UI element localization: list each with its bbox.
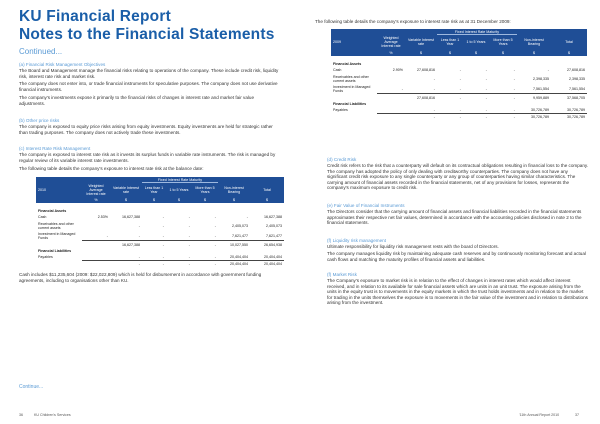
section-financial-assets: Financial Assets: [333, 61, 362, 66]
cell: -: [214, 215, 216, 220]
cell: [377, 74, 405, 84]
cell: -: [162, 223, 164, 228]
col-total: Total: [551, 35, 587, 50]
section-g-paragraph: The Company's exposure to market risk is in relation to the effect of changes in interest rates which would affect interest received, and in relation to its available for sale financial assets which are units in an unit trust. The exposure arising from the units in the equity trust is to movements in the equity markets in which the trust holds investments and in relation to the market for trading in the units themselves the exposure is to movements in the fair value of the investment and in relation to distributions arising from the investment.: [327, 278, 588, 306]
table-row: [36, 253, 284, 260]
unit-dollar: $: [218, 197, 250, 203]
section-c-paragraph-2: The following table details the company's exposure to interest rate risk at the balance date:: [19, 166, 204, 171]
cell: 27,608,816: [417, 68, 435, 73]
section-f-paragraph-1: Ultimate responsibility for liquidity risk management rests with the board of Directors.: [327, 244, 499, 249]
row-label: Investment in Managed Funds: [333, 84, 371, 93]
cell: -: [138, 223, 140, 228]
section-a-paragraph-2: The company does not enter into, or trade financial instruments for speculative purposes. The company does not use derivative financial instruments.: [19, 81, 278, 92]
cell: -: [188, 223, 190, 228]
cell: 20,404,404: [230, 254, 248, 259]
cell: -: [188, 215, 190, 220]
row-label: Receivables and other current assets: [333, 74, 369, 83]
continued-subtitle: Continued...: [19, 47, 63, 56]
table-row: [331, 84, 587, 94]
table-row: [331, 74, 587, 84]
col-1-to-5: 1 to 5 Years: [166, 183, 192, 197]
cell: 7,621,477: [266, 233, 282, 238]
col-total: Total: [250, 183, 284, 197]
cell: -: [162, 233, 164, 238]
cell: -: [459, 86, 461, 91]
cell: -: [214, 233, 216, 238]
unit-dollar: $: [142, 197, 166, 203]
cell: -: [459, 68, 461, 73]
cash-note: Cash includes $11,235,604 (2009: $22,022,809) which is held for disbursement in accordance with government funding agreements, including to organisations other than KU.: [19, 272, 262, 283]
cell: -: [459, 76, 461, 81]
row-label: [331, 113, 377, 120]
cell: -: [214, 223, 216, 228]
table-row: [36, 260, 284, 267]
unit-dollar: $: [437, 50, 463, 56]
cell: 2.90%: [392, 68, 403, 73]
section-g-heading: (f) Market Risk: [327, 272, 357, 277]
unit-dollar: $: [405, 50, 437, 56]
row-label: Investment in Managed Funds: [38, 231, 76, 240]
cell: 16,627,388: [264, 215, 282, 220]
table-row: [331, 113, 587, 120]
cell: 30,726,789: [531, 107, 549, 112]
unit-dollar: $: [250, 197, 284, 203]
table-2009-intro: The following table details the company's exposure to interest rate risk as at 31 December 2009:: [315, 19, 511, 24]
table-row: [331, 106, 587, 113]
cell: 2,398,335: [569, 76, 585, 81]
cell: -: [142, 241, 166, 248]
table-row: [36, 221, 284, 231]
cell: 20,404,404: [218, 260, 250, 267]
cell: -: [166, 260, 192, 267]
cell: -: [489, 94, 517, 101]
cell: 30,726,789: [517, 113, 551, 120]
cell: -: [513, 107, 515, 112]
cell: 2,405,073: [266, 223, 282, 228]
col-less-than-1: Less than 1 Year: [437, 35, 463, 50]
cell: 7,621,477: [232, 233, 248, 238]
table-row: [331, 67, 587, 74]
cell: -: [192, 241, 218, 248]
cell: -: [437, 113, 463, 120]
unit-dollar: $: [166, 197, 192, 203]
cell: 20,404,404: [264, 254, 282, 259]
col-non-interest: Non-interest Bearing: [218, 183, 250, 197]
fixed-rate-group-header: Fixed Interest Rate Maturity: [142, 177, 218, 183]
cell: -: [401, 86, 403, 91]
interest-rate-table-2009: [331, 29, 587, 120]
cell: -: [188, 254, 190, 259]
cell: -: [246, 215, 248, 220]
cell: -: [138, 233, 140, 238]
unit-dollar: $: [192, 197, 218, 203]
cell: -: [547, 68, 549, 73]
section-b-paragraph: The company is exposed to equity price risks arising from equity investments. Equity investments are held for strategic rather than trading purposes. The company does not actively trade these investments.: [19, 124, 273, 135]
cell: -: [166, 241, 192, 248]
cell: 30,726,789: [567, 107, 585, 112]
cell: -: [489, 113, 517, 120]
cell: -: [485, 107, 487, 112]
year-label: 2010: [36, 183, 82, 197]
cell: 27,608,816: [405, 94, 437, 101]
footer-page-number: 36: [19, 413, 23, 417]
cell: 9,959,889: [517, 94, 551, 101]
cell: -: [433, 107, 435, 112]
section-d-heading: (d) Credit Risk: [327, 157, 357, 162]
cell: 16,627,388: [110, 241, 142, 248]
continue-label: Continue...: [19, 384, 44, 390]
cell: 30,726,789: [551, 113, 587, 120]
col-avg-rate: Weighted Average Interest rate: [377, 35, 405, 50]
cell: [377, 113, 405, 120]
col-more-than-5: More than 5 Years: [489, 35, 517, 50]
notes-title: Notes to the Financial Statements: [19, 26, 275, 43]
table-row: [36, 241, 284, 248]
year-label: 2009: [331, 35, 377, 50]
section-e-paragraph: The Directors consider that the carrying amount of financial assets and financial liabilities recorded in the financial statements approximates their respective net fair values, determined in accordance with the accounting policies disclosed in note 2 to the financial statements.: [327, 209, 582, 226]
section-d-paragraph: Credit risk refers to the risk that a counterparty will default on its contractual obligations resulting in financial loss to the company. The company has adopted the policy of only dealing with creditworthy counterparties. The company does not have any significant credit risk exposure to any single counterparty or any group of counterparties having similar characteristics. The carrying amount of financial assets recorded in the financial statements, net of any provisions for losses, represents the company's maximum exposure to credit risk.: [327, 163, 589, 191]
cell: -: [188, 233, 190, 238]
section-a-paragraph-3: The company's investments expose it primarily to the financial risks of changes in interest rate and market fair value adjustments.: [19, 95, 255, 106]
cell: [82, 260, 110, 267]
row-label: Receivables and other current assets: [38, 221, 74, 230]
cell: 7,561,554: [569, 86, 585, 91]
cell: -: [485, 86, 487, 91]
cell: [82, 253, 110, 260]
right-page: [300, 0, 600, 424]
col-non-interest: Non-interest Bearing: [517, 35, 551, 50]
cell: -: [214, 254, 216, 259]
unit-dollar: $: [463, 50, 489, 56]
unit-dollar: $: [551, 50, 587, 56]
cell: [82, 241, 110, 248]
cell: 2.53%: [97, 215, 108, 220]
col-variable-rate: Variable Interest rate: [110, 183, 142, 197]
unit-dollar: $: [489, 50, 517, 56]
unit-dollar: $: [517, 50, 551, 56]
cell: 7,561,554: [533, 86, 549, 91]
section-financial-liabilities: Financial Liabilities: [38, 248, 72, 253]
cell: -: [463, 113, 489, 120]
cell: -: [463, 94, 489, 101]
table-row: [36, 214, 284, 221]
cell: -: [513, 76, 515, 81]
cell: -: [485, 68, 487, 73]
section-f-heading: (f) Liquidity risk management: [327, 238, 386, 243]
cell: [82, 221, 110, 231]
footer-org-name: KU Children's Services: [34, 413, 71, 417]
cell: -: [405, 113, 437, 120]
cell: -: [162, 215, 164, 220]
section-a-heading: (a) Financial Risk Management Objectives: [19, 62, 106, 67]
cell: 2,405,073: [232, 223, 248, 228]
cell: -: [513, 86, 515, 91]
table-row: [331, 94, 587, 101]
section-f-paragraph-2: The company manages liquidity risk by maintaining adequate cash reserves and by continuously monitoring forecast and actual cash flows and matching the maturity profiles of financial assets and liabilities.: [327, 251, 586, 262]
cell: 10,027,550: [218, 241, 250, 248]
table-row: [36, 231, 284, 241]
cell: -: [138, 254, 140, 259]
cell: [377, 94, 405, 101]
cell: 16,627,388: [122, 215, 140, 220]
col-1-to-5: 1 to 5 Years: [463, 35, 489, 50]
row-label: Cash: [38, 215, 47, 220]
unit-dollar: $: [110, 197, 142, 203]
cell: 37,568,705: [551, 94, 587, 101]
row-label: [331, 94, 377, 101]
cell: -: [433, 76, 435, 81]
unit-pct: %: [377, 50, 405, 56]
report-title: KU Financial Report: [19, 8, 171, 25]
fixed-rate-group-header: Fixed Interest Rate Maturity: [437, 29, 517, 35]
interest-rate-table-2010: [36, 177, 284, 267]
cell: 20,404,404: [250, 260, 284, 267]
cell: -: [433, 86, 435, 91]
row-label: Payables: [333, 107, 348, 112]
section-e-heading: (e) Fair Value of Financial Instruments: [327, 203, 405, 208]
cell: -: [437, 94, 463, 101]
cell: 2,398,335: [533, 76, 549, 81]
col-variable-rate: Variable Interest rate: [405, 35, 437, 50]
section-b-heading: (b) Other price risks: [19, 118, 60, 123]
col-avg-rate: Weighted Average Interest rate: [82, 183, 110, 197]
section-financial-liabilities: Financial Liabilities: [333, 101, 367, 106]
col-more-than-5: More than 5 Years: [192, 183, 218, 197]
section-c-heading: (c) Interest Rate Risk Management: [19, 146, 91, 151]
cell: -: [192, 260, 218, 267]
cell: -: [162, 254, 164, 259]
section-financial-assets: Financial Assets: [38, 208, 67, 213]
cell: -: [106, 233, 108, 238]
footer-report-name: '11th Annual Report 2010: [519, 413, 560, 417]
section-a-paragraph-1: The Board and Management manage the financial risks relating to operations of the company. These include credit risk, liquidity risk, interest rate risk and market risk.: [19, 68, 279, 79]
cell: -: [513, 68, 515, 73]
footer-page-number: 37: [575, 413, 579, 417]
cell: -: [142, 260, 166, 267]
unit-pct: %: [82, 197, 110, 203]
cell: 27,608,816: [567, 68, 585, 73]
section-c-paragraph-1: The company is exposed to interest rate risk as it invests its surplus funds in variable rate instruments. The risk is managed by regular review of its variable interest rate investments.: [19, 152, 276, 163]
row-label: [36, 260, 82, 267]
row-label: Payables: [38, 254, 53, 259]
cell: -: [485, 76, 487, 81]
row-label: [36, 241, 82, 248]
cell: [377, 106, 405, 113]
cell: 26,654,938: [250, 241, 284, 248]
row-label: Cash: [333, 68, 342, 73]
col-less-than-1: Less than 1 Year: [142, 183, 166, 197]
cell: -: [110, 260, 142, 267]
cell: -: [459, 107, 461, 112]
